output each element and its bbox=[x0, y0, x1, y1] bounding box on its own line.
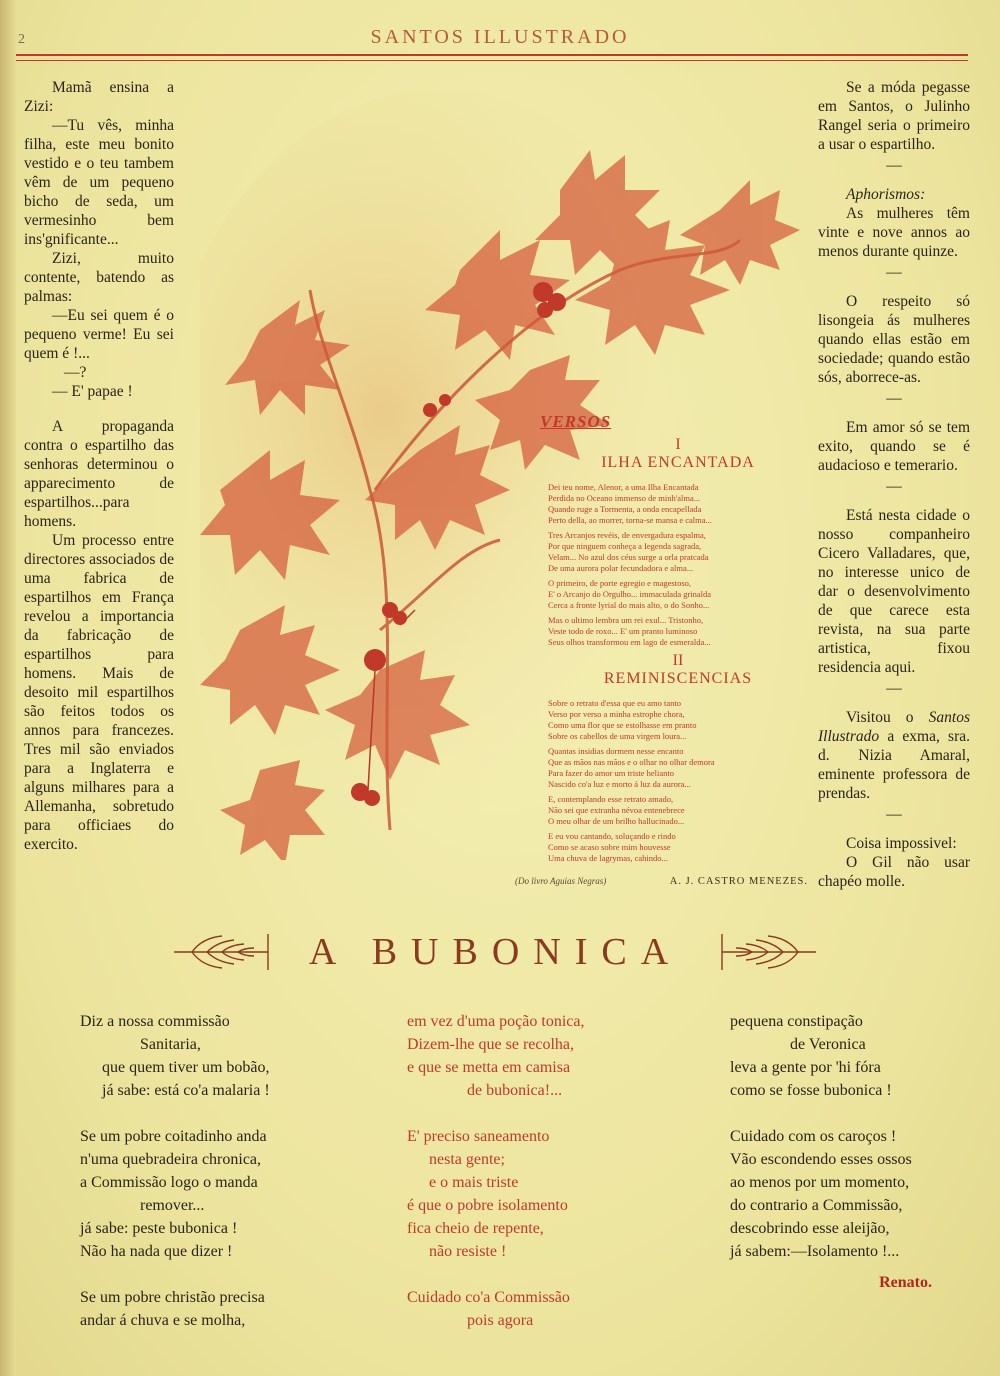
poem-stanza bbox=[548, 530, 808, 574]
verse-line: não resiste ! bbox=[429, 1243, 507, 1260]
bubonica-column-2 bbox=[407, 1010, 667, 1332]
poem-stanza bbox=[548, 578, 808, 611]
verse-line: do contrario a Commissão, bbox=[730, 1197, 903, 1214]
poem-stanza bbox=[548, 698, 808, 742]
poem-line: Sobre os cabellos de uma virgem loura... bbox=[548, 731, 687, 741]
verse-line: Sanitaria, bbox=[140, 1036, 201, 1053]
separator-dash: — bbox=[886, 478, 902, 495]
paragraph bbox=[818, 708, 970, 803]
poem-line: Como se acaso sobre mim houvesse bbox=[548, 842, 671, 852]
verse-line: Não ha nada que dizer ! bbox=[80, 1243, 233, 1260]
poem-stanza bbox=[548, 482, 808, 526]
poem-stanza bbox=[548, 794, 808, 827]
poem-line: O meu olhar de um brilho hallucinado... bbox=[548, 816, 685, 826]
verse-line: ao menos por um momento, bbox=[730, 1174, 910, 1191]
poem-line: Por que ninguem conheça a Iegenda sagrada, bbox=[548, 541, 702, 551]
right-ornament-icon bbox=[718, 930, 818, 974]
masthead: SANTOS ILLUSTRADO bbox=[370, 26, 630, 48]
paragraph: Está nesta cidade o nosso companheiro Cicero Valladares, que, no interesse unico de dar o desenvolvimento de que carece esta revista, na sua parte artistica, fixou residencia aqui. bbox=[818, 507, 970, 676]
poem-author: A. J. CASTRO MENEZES. bbox=[669, 876, 808, 887]
poem-line: Quando ruge a Tormenta, a onda encapellada bbox=[548, 504, 702, 514]
verse-line: a Commissão logo o manda bbox=[80, 1174, 258, 1191]
paragraph: Um processo entre directores associados de uma fabrica de espartilhos em França revelou a importancia da fabricação de espartilhos para homens. Mais de desoito mil espartilhos são feitos todos os annos para francezes. Tres mil são enviados para a Inglaterra e alguns milhares para a Allemanha, sobretudo para officiaes do exercito. bbox=[24, 532, 174, 853]
verse-line: descobrindo esse aleijão, bbox=[730, 1220, 890, 1237]
poem-line: Veste todo de roxo... E' um pranto luminoso bbox=[548, 626, 698, 636]
poem-line: Verso por verso a minha estrophe chora, bbox=[548, 709, 685, 719]
verse-line: já sabe: peste bubonica ! bbox=[80, 1220, 238, 1237]
paragraph: A propaganda contra o espartilho das senhoras determinou o apparecimento de espartilhos...para homens. bbox=[24, 418, 174, 530]
right-column bbox=[818, 78, 970, 891]
signature: Renato. bbox=[879, 1274, 932, 1291]
aphorisms-heading: Aphorismos: bbox=[846, 186, 926, 203]
verse-line: pois agora bbox=[467, 1312, 534, 1329]
verse-line: Se um pobre christão precisa bbox=[80, 1289, 265, 1306]
poem-line: E' o Arcanjo do Orgulho... immaculada grinalda bbox=[548, 589, 712, 599]
poem-line: E eu vou cantando, soluçando e rindo bbox=[548, 831, 676, 841]
bubonica-column-1 bbox=[80, 1010, 330, 1332]
poem-part-number: II bbox=[672, 652, 684, 669]
header-rule-thin bbox=[16, 60, 968, 61]
page-number: 2 bbox=[18, 32, 25, 47]
verse-line: nesta gente; bbox=[429, 1151, 505, 1168]
poem-line: Perdida no Oceano immenso de minh'alma... bbox=[548, 493, 701, 503]
paragraph: —Eu sei quem é o pequeno verme! Eu sei quem é !... bbox=[24, 307, 174, 362]
verse-line: andar á chuva e se molha, bbox=[80, 1312, 246, 1329]
verse-line: n'uma quebradeira chronica, bbox=[80, 1151, 262, 1168]
separator-dash: — bbox=[886, 390, 902, 407]
separator-dash: — bbox=[886, 680, 902, 697]
verse-line: e o mais triste bbox=[429, 1174, 519, 1191]
poem-line: Como uma flor que se estolhasse em pranto bbox=[548, 720, 697, 730]
verse-line: em vez d'uma poção tonica, bbox=[407, 1013, 585, 1030]
paragraph: Mamã ensina a Zizi: bbox=[24, 79, 174, 115]
poem-versos bbox=[540, 412, 808, 887]
poem-source: (Do livro Aguias Negras) bbox=[515, 876, 607, 886]
left-ornament-icon bbox=[172, 930, 272, 974]
page-edge bbox=[0, 0, 16, 1376]
verse-line: E' preciso saneamento bbox=[407, 1128, 550, 1145]
poem-line: Perto della, ao morrer, torna-se mansa e calma... bbox=[548, 515, 712, 525]
verse-line: já sabe: está co'a malaria ! bbox=[102, 1082, 270, 1099]
poem-line: Nascido co'a luz e morto á luz da aurora... bbox=[548, 779, 691, 789]
verse-line: fica cheio de repente, bbox=[407, 1220, 544, 1237]
paragraph: O respeito só lisongeia ás mulheres quando ellas estão em sociedade; quando estão sós, aborrece-as. bbox=[818, 293, 970, 386]
poem-line: Para fazer do amor um triste helianto bbox=[548, 768, 675, 778]
verse-line: Dizem-lhe que se recolha, bbox=[407, 1036, 575, 1053]
bubonica-column-3 bbox=[730, 1010, 980, 1294]
poem-line: Não sei que extranha névoa entenebrece bbox=[548, 805, 685, 815]
poem-line: E, contemplando esse retrato amado, bbox=[548, 794, 674, 804]
poem-line: Quantas insidias dormem nesse encanto bbox=[548, 746, 684, 756]
paragraph: Zizi, muito contente, batendo as palmas: bbox=[24, 250, 174, 305]
verse-line: de bubonica!... bbox=[467, 1082, 563, 1099]
poem-stanza bbox=[548, 831, 808, 864]
verse-line: é que o pobre isolamento bbox=[407, 1197, 568, 1214]
verse-line: Se um pobre coitadinho anda bbox=[80, 1128, 267, 1145]
paragraph: Coisa impossivel: bbox=[846, 835, 957, 852]
verse-line: Cuidado com os caroços ! bbox=[730, 1128, 897, 1145]
verse-line: que quem tiver um bobão, bbox=[102, 1059, 270, 1076]
poem-line: Que as mãos nas mãos e o olhar no olhar demora bbox=[548, 757, 715, 767]
verse-line: Vão escondendo esses ossos bbox=[730, 1151, 912, 1168]
poem-line: Dei teu nome, Alenor, a uma Ilha Encantada bbox=[548, 482, 699, 492]
separator-dash: — bbox=[886, 806, 902, 823]
paragraph: — E' papae ! bbox=[52, 383, 133, 400]
paragraph: Em amor só se tem exito, quando se é audacioso e temerario. bbox=[818, 419, 970, 474]
stanza-gap bbox=[80, 1263, 330, 1286]
poem-line: O primeiro, de porte egregio e magestoso, bbox=[548, 578, 692, 588]
text-run: Visitou o bbox=[846, 709, 929, 726]
poem-line: Uma chuva de lagrymas, cahindo... bbox=[548, 853, 668, 863]
paragraph: Se a móda pegasse em Santos, o Julinho Rangel seria o primeiro a usar o espartilho. bbox=[818, 79, 970, 153]
verse-line: e que se metta em camisa bbox=[407, 1059, 571, 1076]
stanza-gap bbox=[80, 1102, 330, 1125]
paragraph: —Tu vês, minha filha, este meu bonito vestido e o teu tambem vêm de um pequeno bicho de seda, um vermesinho bem ins'gnificante... bbox=[24, 117, 174, 248]
text-run: a exma, sra. d. Nizia Amaral, eminente professora de prendas. bbox=[818, 728, 970, 802]
poem-line: Velam... No azul dos céus surge a orla pratcada bbox=[548, 552, 709, 562]
verse-line: leva a gente por 'hi fóra bbox=[730, 1059, 881, 1076]
header-rule bbox=[16, 54, 968, 56]
poem-line: Cerca a fronte lyrial do mais alto, o do Sonho... bbox=[548, 600, 710, 610]
bubonica-title-banner bbox=[0, 930, 1000, 973]
verse-line: já sabem:—Isolamento !... bbox=[730, 1243, 900, 1260]
poem-stanza bbox=[548, 746, 808, 790]
verse-line: de Veronica bbox=[790, 1036, 866, 1053]
poem-heading: VERSOS bbox=[540, 412, 612, 431]
paragraph: —? bbox=[64, 364, 87, 381]
paragraph: As mulheres têm vinte e nove annos ao menos durante quinze. bbox=[818, 205, 970, 260]
poem-part-title: ILHA ENCANTADA bbox=[601, 454, 755, 471]
poem-line: Mas o ultimo lembra um rei exul... Tristonho, bbox=[548, 615, 704, 625]
stanza-gap bbox=[730, 1102, 980, 1125]
paragraph: O Gil não usar chapéo molle. bbox=[818, 854, 970, 890]
verse-line: pequena constipação bbox=[730, 1013, 863, 1030]
separator-dash: — bbox=[886, 157, 902, 174]
poem-line: De uma aurora polar fecundadora e alma... bbox=[548, 563, 694, 573]
verse-line: remover... bbox=[140, 1197, 205, 1214]
poem-line: Tres Arcanjos revéis, de envergadura espalma, bbox=[548, 530, 706, 540]
separator-dash: — bbox=[886, 264, 902, 281]
poem-line: Seus olhos transformou em lago de esmeralda... bbox=[548, 637, 711, 647]
stanza-gap bbox=[407, 1263, 667, 1286]
poem-stanza bbox=[548, 615, 808, 648]
magazine-name: Santos Illustrado bbox=[818, 709, 970, 745]
poem-line: Sobre o retrato d'essa que eu amo tanto bbox=[548, 698, 682, 708]
poem-part-number: I bbox=[675, 436, 681, 453]
verse-line: como se fosse bubonica ! bbox=[730, 1082, 892, 1099]
poem-part-title: REMINISCENCIAS bbox=[603, 670, 753, 687]
verse-line: Diz a nossa commissão bbox=[80, 1013, 230, 1030]
left-column bbox=[24, 78, 174, 854]
bubonica-title: A BUBONICA bbox=[308, 931, 683, 973]
stanza-gap bbox=[407, 1102, 667, 1125]
verse-line: Cuidado co'a Commissão bbox=[407, 1289, 570, 1306]
